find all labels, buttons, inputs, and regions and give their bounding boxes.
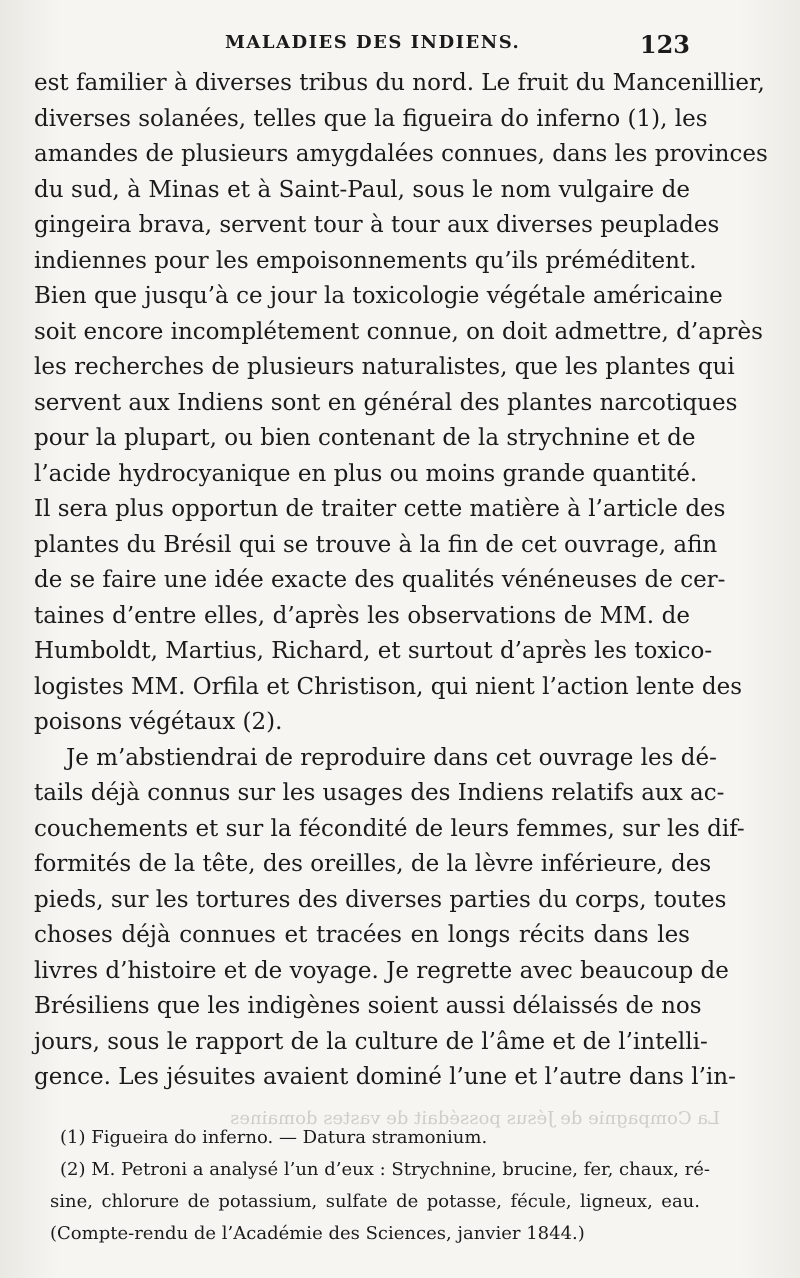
footnotes bbox=[50, 1122, 710, 1250]
text-line: gingeira brava, servent tour à tour aux diverses peuplades bbox=[34, 212, 720, 238]
page-header bbox=[30, 30, 690, 60]
text-line: gence. Les jésuites avaient dominé l’une et l’autre dans l’in- bbox=[34, 1064, 736, 1090]
text-line: pieds, sur les tortures des diverses parties du corps, toutes bbox=[34, 886, 727, 913]
text-line: jours, sous le rapport de la culture de l’âme et de l’intelli- bbox=[34, 1028, 708, 1055]
text-line: Bien que jusqu’à ce jour la toxicologie végétale américaine bbox=[34, 283, 723, 309]
text-line: Je m’abstiendrai de reproduire dans cet ouvrage les dé- bbox=[66, 744, 717, 771]
text-line: logistes MM. Orfila et Christison, qui nient l’action lente des bbox=[34, 673, 743, 700]
text-line: livres d’histoire et de voyage. Je regrette avec beaucoup de bbox=[34, 957, 729, 984]
text-line: pour la plupart, ou bien contenant de la strychnine et de bbox=[34, 425, 696, 451]
running-title: MALADIES DES INDIENS. bbox=[225, 32, 521, 53]
text-line: de se faire une idée exacte des qualités vénéneuses de cer- bbox=[34, 567, 726, 593]
text-line: l’acide hydrocyanique en plus ou moins grande quantité. bbox=[34, 460, 698, 487]
text-line: Il sera plus opportun de traiter cette matière à l’article des bbox=[34, 496, 726, 522]
text-line: soit encore incomplétement connue, on doit admettre, d’après bbox=[34, 318, 763, 345]
footnote-2-continued: sine, chlorure de potassium, sulfate de potasse, fécule, ligneux, eau. bbox=[50, 1191, 700, 1212]
text-line: poisons végétaux (2). bbox=[34, 709, 283, 735]
page-number: 123 bbox=[639, 30, 690, 59]
text-line: taines d’entre elles, d’après les observations de MM. de bbox=[34, 602, 690, 629]
text-line: choses déjà connues et tracées en longs récits dans les bbox=[34, 922, 690, 948]
text-line: couchements et sur la fécondité de leurs femmes, sur les dif- bbox=[34, 815, 745, 842]
text-line: est familier à diverses tribus du nord. Le fruit du Mancenillier, bbox=[34, 70, 765, 96]
text-line: Humboldt, Martius, Richard, et surtout d’après les toxico- bbox=[34, 638, 713, 664]
bleed-through-text: La Compagnie de Jésus possédait de vastes domaines bbox=[230, 1108, 720, 1129]
footnote-2: (2) M. Petroni a analysé l’un d’eux : Strychnine, brucine, fer, chaux, ré- bbox=[60, 1159, 710, 1180]
text-line: Brésiliens que les indigènes soient aussi délaissés de nos bbox=[34, 993, 702, 1019]
text-line: les recherches de plusieurs naturalistes, que les plantes qui bbox=[34, 354, 735, 380]
text-line: servent aux Indiens sont en général des plantes narcotiques bbox=[34, 389, 738, 416]
text-line: formités de la tête, des oreilles, de la lèvre inférieure, des bbox=[34, 851, 712, 877]
text-line: du sud, à Minas et à Saint-Paul, sous le nom vulgaire de bbox=[34, 176, 690, 203]
text-line: amandes de plusieurs amygdalées connues, dans les provinces bbox=[34, 141, 768, 167]
text-line: plantes du Brésil qui se trouve à la fin de cet ouvrage, afin bbox=[34, 531, 718, 558]
text-line: diverses solanées, telles que la figueira do inferno (1), les bbox=[34, 105, 708, 132]
text-line: tails déjà connus sur les usages des Indiens relatifs aux ac- bbox=[34, 780, 725, 806]
text-line: indiennes pour les empoisonnements qu’ils préméditent. bbox=[34, 247, 697, 274]
footnote-2-citation: (Compte-rendu de l’Académie des Sciences, janvier 1844.) bbox=[50, 1223, 585, 1244]
body-text bbox=[34, 66, 768, 1096]
footnote-1: (1) Figueira do inferno. — Datura stramonium. bbox=[60, 1127, 488, 1148]
